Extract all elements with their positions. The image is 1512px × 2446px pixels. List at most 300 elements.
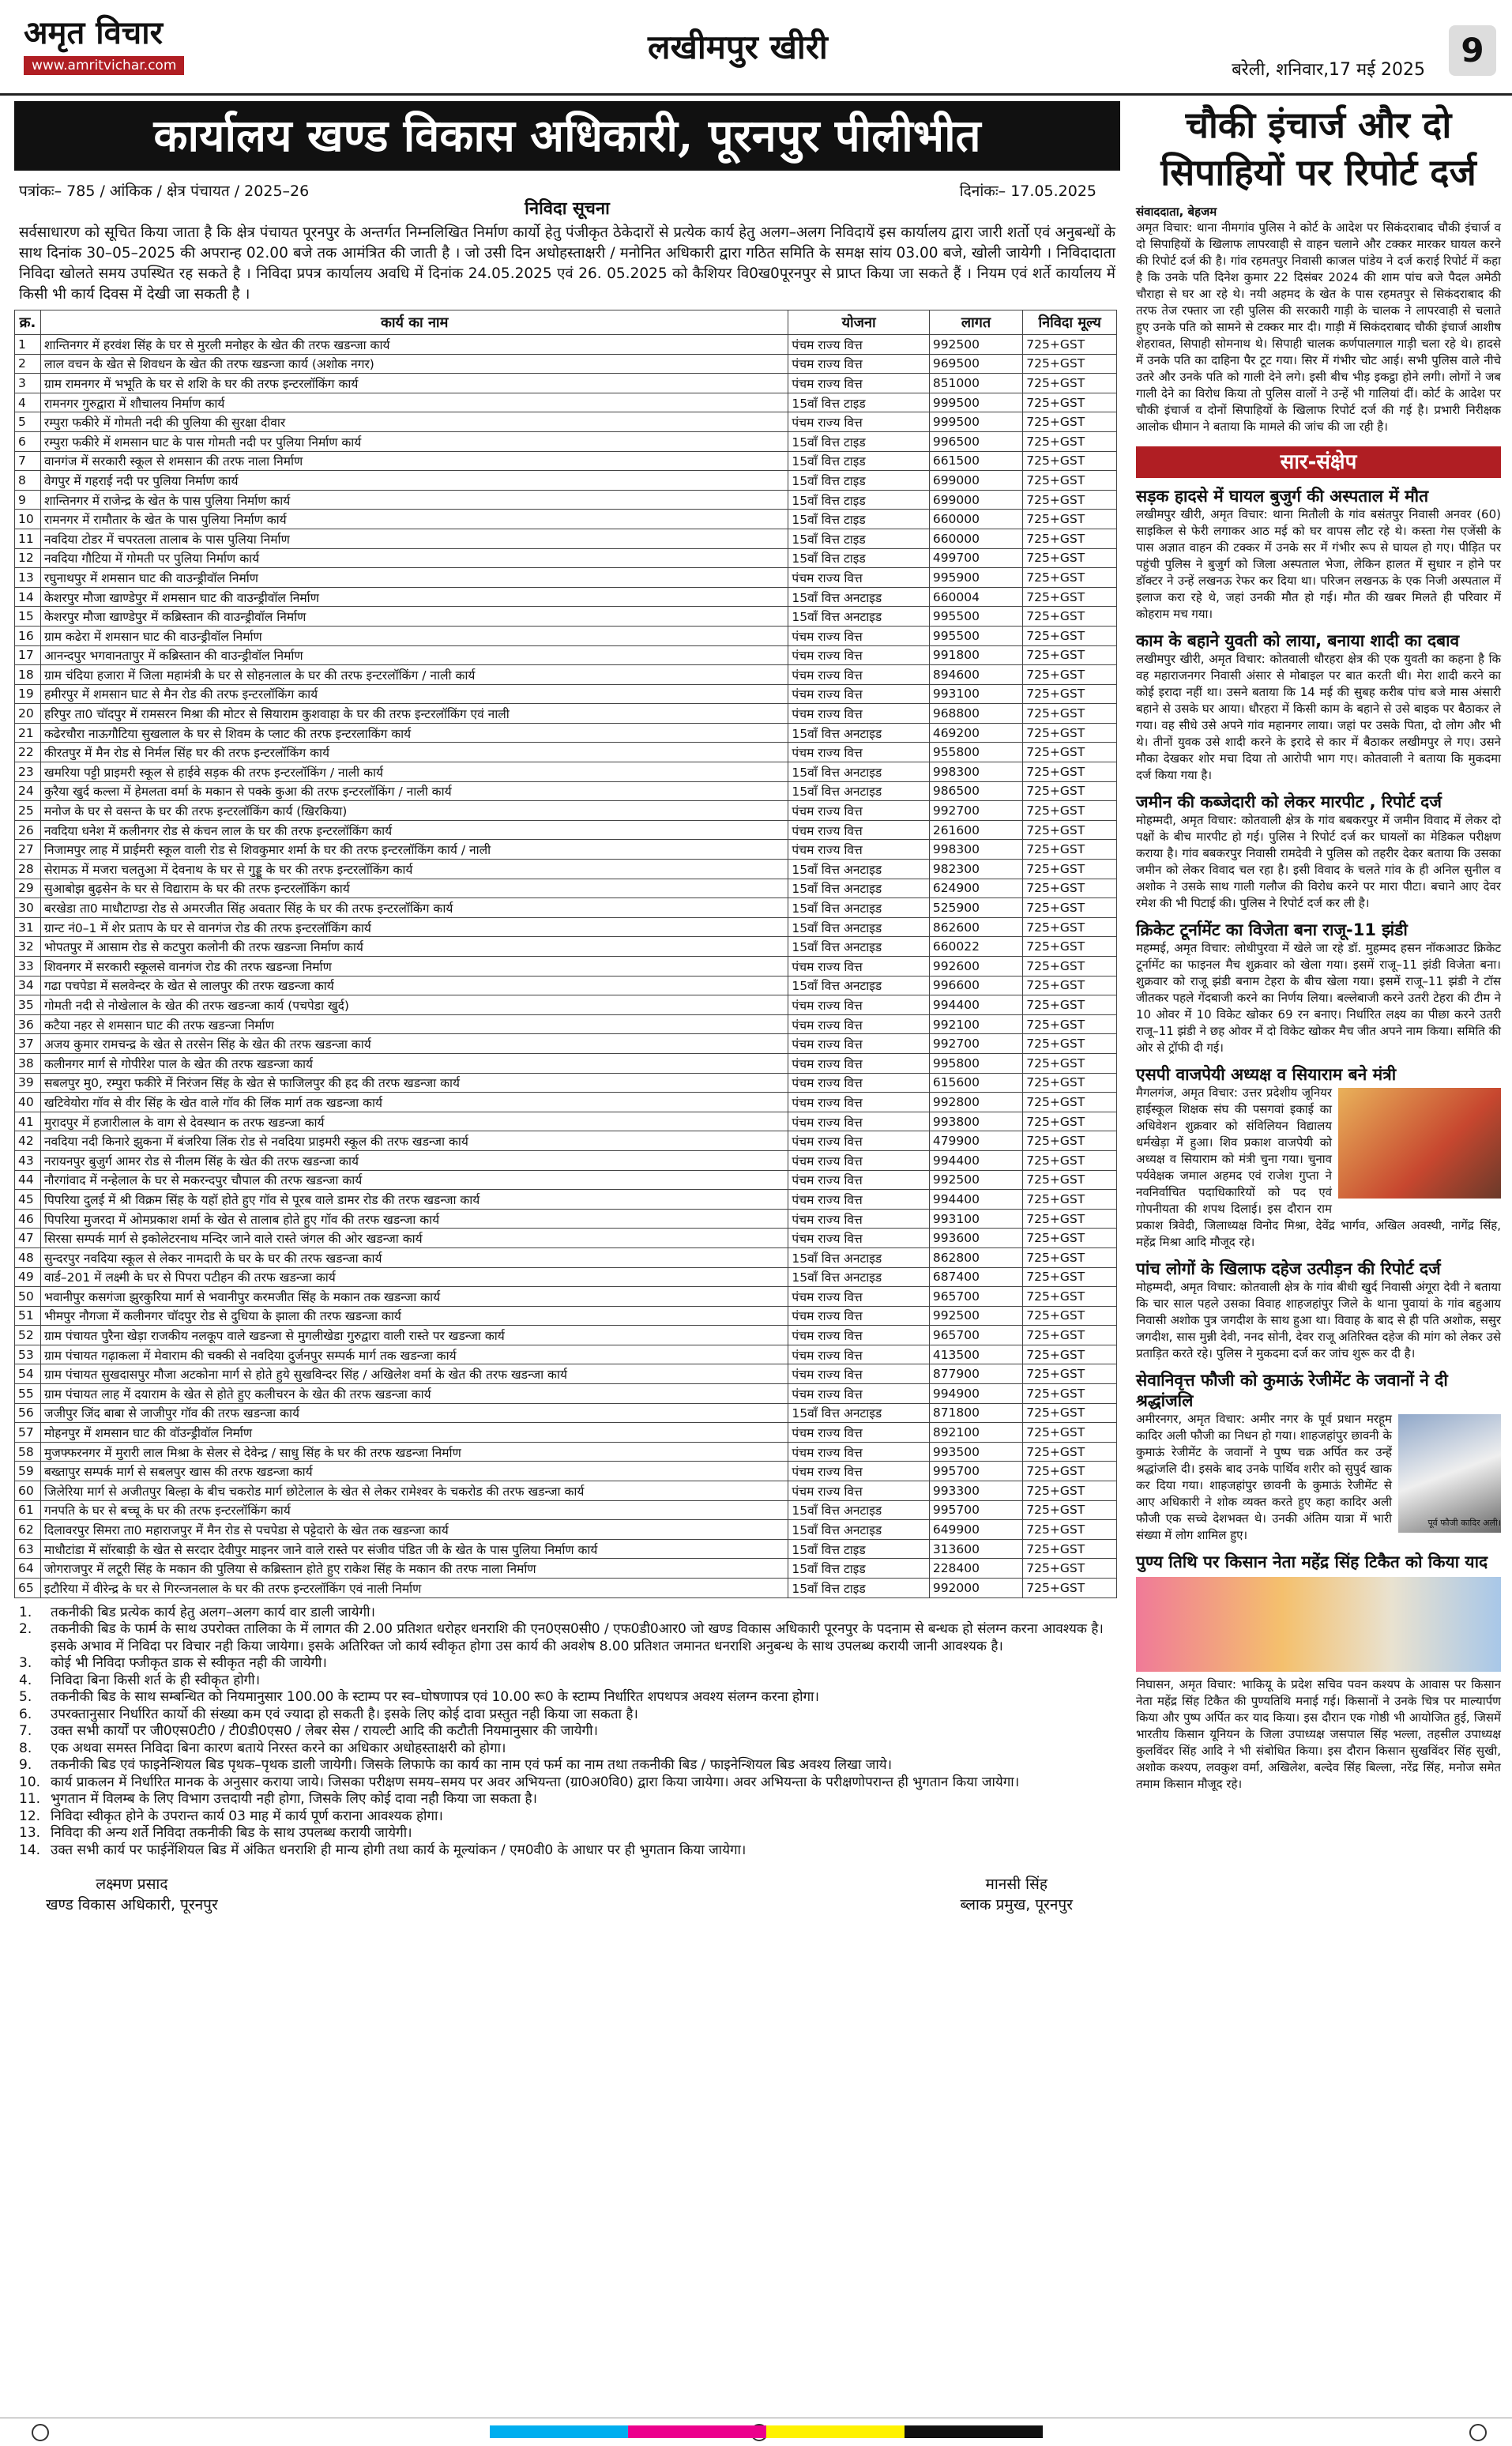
cost: 469200 (929, 723, 1022, 743)
terms-list (14, 1605, 1120, 1860)
row-number: 25 (15, 801, 41, 821)
scheme: पंचम राज्य वित्त (788, 1073, 929, 1093)
term-number: 5. (19, 1689, 32, 1706)
table-row (15, 471, 1117, 491)
row-number: 62 (15, 1520, 41, 1540)
tender-fee: 725+GST (1023, 1287, 1117, 1307)
cost: 479900 (929, 1131, 1022, 1151)
row-number: 56 (15, 1403, 41, 1423)
scheme: पंचम राज्य वित्त (788, 1131, 929, 1151)
table-row (15, 1442, 1117, 1462)
tender-fee: 725+GST (1023, 840, 1117, 860)
tender-fee: 725+GST (1023, 937, 1117, 957)
scheme: पंचम राज्य वित्त (788, 1345, 929, 1364)
row-number: 53 (15, 1345, 41, 1364)
row-number: 7 (15, 451, 41, 471)
cost: 992500 (929, 1306, 1022, 1326)
table-row (15, 684, 1117, 704)
table-row (15, 937, 1117, 957)
cost: 413500 (929, 1345, 1022, 1364)
row-number: 45 (15, 1190, 41, 1210)
cost: 999500 (929, 393, 1022, 412)
work-name: कलीनगर मार्ग से गोपीरेश पाल के खेत की तरफ खडन्जा कार्य (40, 1053, 788, 1073)
table-row (15, 1229, 1117, 1248)
cost: 995500 (929, 626, 1022, 645)
cost: 862800 (929, 1247, 1022, 1267)
scheme: पंचम राज्य वित्त (788, 568, 929, 588)
cost: 986500 (929, 781, 1022, 801)
tender-fee: 725+GST (1023, 1112, 1117, 1131)
cost: 525900 (929, 898, 1022, 918)
notice-ref-row (14, 177, 1120, 204)
work-name: नवदिया गौटिया में गोमती पर पुलिया निर्माण कार्य (40, 548, 788, 568)
tender-fee: 725+GST (1023, 529, 1117, 548)
work-name: पिपरिया मुजरदा में ओमप्रकाश शर्मा के खेत से तालाब होते हुए गॉव की तरफ खडन्जा कार्य (40, 1209, 788, 1229)
work-name: ग्राम रामनगर में भभूति के घर से शशि के घर की तरफ इन्टरलॉकिंग कार्य (40, 374, 788, 393)
work-name: माधौटांडा में सॉरबाड़ी के खेत से सरदार देवीपुर माइनर जाने वाले रास्ते पर संजीव पंडित जी के खेत के पास पुलिया निर्माण कार्य (40, 1539, 788, 1559)
scheme: पंचम राज्य वित्त (788, 1034, 929, 1054)
table-row (15, 529, 1117, 548)
work-name: भीमपुर नौगजा में कलीनगर चॉदपुर रोड से दुधिया के झाला की तरफ खडन्जा कार्य (40, 1306, 788, 1326)
tender-fee: 725+GST (1023, 1267, 1117, 1287)
row-number: 15 (15, 607, 41, 627)
table-row (15, 1462, 1117, 1481)
scheme: 15वॉं वित्त अनटाइड (788, 976, 929, 995)
row-number: 34 (15, 976, 41, 995)
row-number: 39 (15, 1073, 41, 1093)
work-name: वार्ड–201 में लक्ष्मी के घर से पिपरा पटीहन की तरफ खडन्जा कार्य (40, 1267, 788, 1287)
row-number: 52 (15, 1326, 41, 1345)
tender-fee: 725+GST (1023, 917, 1117, 937)
work-name: मुजफ्फरनगर में मुरारी लाल मिश्रा के सेलर से देवेन्द्र / साधु सिंह के घर की तरफ खडन्जा निर्माण (40, 1442, 788, 1462)
brief-article (1136, 486, 1501, 623)
cost: 699000 (929, 490, 1022, 510)
term-item (19, 1791, 1120, 1808)
brief-headline: क्रिकेट टूर्नामेंट का विजेता बना राजू-11 झंडी (1136, 920, 1408, 939)
scheme: 15वॉं वित्त अनटाइड (788, 587, 929, 607)
scheme: 15वॉं वित्त अनटाइड (788, 1403, 929, 1423)
scheme: पंचम राज्य वित्त (788, 1423, 929, 1443)
tender-fee: 725+GST (1023, 451, 1117, 471)
dateline: बरेली, शनिवार,17 मई 2025 (1232, 60, 1425, 80)
work-name: कटैया नहर से शमसान घाट की तरफ खडन्जा निर्माण (40, 1014, 788, 1034)
term-item (19, 1689, 1120, 1707)
term-text: कार्य प्राकलन में निर्धारित मानक के अनुसार कराया जाये। जिसका परीक्षण समय–समय पर अवर अभियन्ता (ग्रा0अ0वि0) द्वारा किया जायेगा। अवर अभियन्ता के परीक्षणोपरान्त ही भुगतान किया जायेगा। (51, 1774, 1020, 1790)
tender-fee: 725+GST (1023, 1229, 1117, 1248)
brief-article (1136, 1064, 1501, 1251)
cost: 992700 (929, 801, 1022, 821)
row-number: 4 (15, 393, 41, 412)
work-name: सिरसा सम्पर्क मार्ग से इकोलेटरनाथ मन्दिर जाने वाले रास्ते जंगल की ओर खडन्जा कार्य (40, 1229, 788, 1248)
cost: 624900 (929, 879, 1022, 898)
term-text: निविदा की अन्य शर्ते निविदा तकनीकी बिड के साथ उपलब्ध करायी जायेगी। (51, 1825, 412, 1842)
brief-headline: एसपी वाजपेयी अध्यक्ष व सियाराम बने मंत्री (1136, 1065, 1397, 1084)
row-number: 12 (15, 548, 41, 568)
scheme: पंचम राज्य वित्त (788, 374, 929, 393)
tender-fee: 725+GST (1023, 1131, 1117, 1151)
table-row (15, 1520, 1117, 1540)
section-header: सार-संक्षेप (1136, 446, 1501, 478)
scheme: पंचम राज्य वित्त (788, 1150, 929, 1170)
cost: 969500 (929, 354, 1022, 374)
cost: 992100 (929, 1014, 1022, 1034)
scheme: 15वॉं वित्त टाइड (788, 393, 929, 412)
cost: 982300 (929, 860, 1022, 879)
works-table (14, 310, 1117, 1598)
newspaper-logo (24, 9, 184, 75)
lead-headline: चौकी इंचार्ज और दो सिपाहियों पर रिपोर्ट दर्ज (1160, 103, 1476, 194)
term-item (19, 1842, 1120, 1860)
row-number: 46 (15, 1209, 41, 1229)
notice-subtitle: निविदा सूचना (525, 199, 610, 219)
work-name: सुन्दरपुर नवदिया स्कूल से लेकर नामदारी के घर के घर की तरफ खडन्जा कार्य (40, 1247, 788, 1267)
tender-fee: 725+GST (1023, 743, 1117, 762)
tender-fee: 725+GST (1023, 820, 1117, 840)
table-row (15, 801, 1117, 821)
scheme: पंचम राज्य वित्त (788, 995, 929, 1015)
cost: 877900 (929, 1364, 1022, 1384)
table-row (15, 781, 1117, 801)
brief-headline: पुण्य तिथि पर किसान नेता महेंद्र सिंह टिकैत को किया याद (1136, 1552, 1488, 1571)
page-number: 9 (1449, 25, 1496, 76)
scheme: 15वॉं वित्त टाइड (788, 510, 929, 529)
scheme: 15वॉं वित्त टाइड (788, 1579, 929, 1598)
scheme: पंचम राज्य वित्त (788, 626, 929, 645)
cost: 892100 (929, 1423, 1022, 1443)
tender-fee: 725+GST (1023, 762, 1117, 782)
tender-fee: 725+GST (1023, 898, 1117, 918)
term-text: उक्त सभी कार्यों पर जी0एस0टी0 / टी0डी0एस0 / लेबर सेस / रायल्टी आदि की कटौती नियमानुसार की जायेगी। (51, 1723, 598, 1740)
scheme: 15वॉं वित्त अनटाइड (788, 607, 929, 627)
term-number: 10. (19, 1774, 41, 1790)
masthead (0, 0, 1512, 96)
work-name: नौरगांवाद में नन्हेलाल के घर से मकरन्दपुर चौपाल की तरफ खडन्जा कार्य (40, 1170, 788, 1190)
term-number: 6. (19, 1706, 32, 1722)
term-item (19, 1808, 1120, 1826)
cost: 228400 (929, 1559, 1022, 1579)
tender-fee: 725+GST (1023, 471, 1117, 491)
term-item (19, 1655, 1120, 1673)
row-number: 3 (15, 374, 41, 393)
row-number: 64 (15, 1559, 41, 1579)
cost: 968800 (929, 704, 1022, 724)
brief-article (1136, 1370, 1501, 1544)
scheme: पंचम राज्य वित्त (788, 840, 929, 860)
signature-left (46, 1873, 218, 1914)
scheme: पंचम राज्य वित्त (788, 1170, 929, 1190)
brief-body: मोहम्मदी, अमृत विचार: कोतवाली क्षेत्र के गांव बबकरपुर में जमीन विवाद में लेकर दो पक्षों के बीच मारपीट हो गई। पुलिस ने रिपोर्ट दर्ज कर घायलों का मेडिकल परीक्षण कराया है। गांव बबकरपुर निवासी रामदेवी ने पुलिस को तहरीर देकर बताया कि उसका जमीन को लेकर विवाद चल रहा है। इसी विवाद के चलते गांव के ही अनिल सुनील व अशोक ने उसके साथ गाली गलौज की विरोध करने पर मारा पीटा। बचाने आए देवर रमेश की भी पिटाई की। पुलिस ने रिपोर्ट दर्ज कर ली है। (1136, 813, 1501, 910)
tender-fee: 725+GST (1023, 1423, 1117, 1443)
brief-body: मोहम्मदी, अमृत विचार: कोतवाली क्षेत्र के गांव बीधी खुर्द निवासी अंगूरा देवी ने बताया कि चार साल पहले उसका विवाह शाहजहांपुर जिले के थाना पुवायां के गांव बहुआय निवासी अशोक पुत्र जगदीश के साथ हुआ था। विवाह के बाद से ही पति अशोक, ससुर जगदीश, सास मुन्नी देवी, ननद सोनी, देवर राजू अतिरिक्त दहेज की मांग को लेकर उसे प्रताड़ित करते रहे। पुलिस ने मुकदमा दर्ज कर जांच शुरू कर दी है। (1136, 1280, 1501, 1360)
term-item (19, 1621, 1120, 1655)
brief-headline: काम के बहाने युवती को लाया, बनाया शादी का दबाव (1136, 631, 1460, 650)
work-name: शिवनगर में सरकारी स्कूलसे वानगंज रोड की तरफ खडन्जा निर्माण (40, 957, 788, 977)
row-number: 49 (15, 1267, 41, 1287)
term-number: 3. (19, 1655, 32, 1672)
table-row (15, 1287, 1117, 1307)
scheme: 15वॉं वित्त टाइड (788, 529, 929, 548)
row-number: 2 (15, 354, 41, 374)
row-number: 16 (15, 626, 41, 645)
tender-fee: 725+GST (1023, 1306, 1117, 1326)
brief-article (1136, 792, 1501, 912)
work-name: जजीपुर जिंद बाबा से जाजीपुर गॉव की तरफ खडन्जा कार्य (40, 1403, 788, 1423)
cost: 995700 (929, 1462, 1022, 1481)
row-number: 51 (15, 1306, 41, 1326)
brief-article (1136, 630, 1501, 784)
scheme: 15वॉं वित्त टाइड (788, 548, 929, 568)
work-name: रम्पुरा फकीरे में शमसान घाट के पास गोमती नदी पर पुलिया निर्माण कार्य (40, 431, 788, 451)
scheme: पंचम राज्य वित्त (788, 820, 929, 840)
tender-fee: 725+GST (1023, 587, 1117, 607)
row-number: 30 (15, 898, 41, 918)
table-row (15, 1500, 1117, 1520)
table-row (15, 898, 1117, 918)
cost: 993600 (929, 1229, 1022, 1248)
row-number: 20 (15, 704, 41, 724)
row-number: 35 (15, 995, 41, 1015)
table-row (15, 1112, 1117, 1131)
tender-fee: 725+GST (1023, 1500, 1117, 1520)
work-name: केशरपुर मौजा खाण्डेपुर में शमसान घाट की वाउन्ड्रीवॉल निर्माण (40, 587, 788, 607)
scheme: पंचम राज्य वित्त (788, 1462, 929, 1481)
work-name: केशरपुर मौजा खाण्डेपुर में कब्रिस्तान की वाउन्ड्रीवॉल निर्माण (40, 607, 788, 627)
term-number: 1. (19, 1604, 32, 1620)
cost: 996500 (929, 431, 1022, 451)
scheme: पंचम राज्य वित्त (788, 1384, 929, 1404)
work-name: ग्राम चंदिया हजारा में जिला महामंत्री के घर से सोहनलाल के घर की तरफ इन्टरलॉकिंग / नाली कार्य (40, 665, 788, 685)
table-row (15, 645, 1117, 665)
scheme: 15वॉं वित्त अनटाइड (788, 879, 929, 898)
term-item (19, 1825, 1120, 1842)
work-name: निजामपुर लाह में प्राईमरी स्कूल वाली रोड से शिवकुमार शर्मा के घर की तरफ इन्टरलॉकिंग कार्य / नाली (40, 840, 788, 860)
scheme: 15वॉं वित्त टाइड (788, 471, 929, 491)
notice-intro: सर्वसाधारण को सूचित किया जाता है कि क्षेत्र पंचायत पूरनपुर के अन्तर्गत निम्नलिखित निर्माण कार्यो हेतु पंजीकृत ठेकेदारों से प्रत्येक कार्य हेतु अलग–अलग निविदायें इस कार्यालय द्वारा जारी शर्तो एवं अनुबन्धों के साथ दिनांक 30–05–2025 की अपरान्ह 02.00 बजे तक आमंत्रित की जाती है । जो उसी दिन अधोहस्ताक्षरी / मनोनित अधिकारी द्वारा गठित समिति के समक्ष सांय 03.00 बजे, खोली जायेगी । निविदादाता निविदा खोलते समय उपस्थित रह सकते है । निविदा प्रपत्र कार्यालय अवधि में दिनांक 24.05.2025 एवं 26. 05.2025 को कैशियर वि0ख0पूरनपुर से प्राप्त किया जा सकते हैं । नियम एवं शर्ते कार्यालय में किसी भी कार्य दिवस में देखी जा सकती है । (19, 224, 1115, 303)
term-text: तकनीकी बिड प्रत्येक कार्य हेतु अलग–अलग कार्य वार डाली जायेगी। (51, 1604, 375, 1620)
table-row (15, 568, 1117, 588)
briefs-list (1136, 486, 1501, 1793)
news-column (1136, 101, 1501, 1793)
row-number: 6 (15, 431, 41, 451)
scheme: पंचम राज्य वित्त (788, 1287, 929, 1307)
tender-fee: 725+GST (1023, 1034, 1117, 1054)
table-row (15, 917, 1117, 937)
row-number: 26 (15, 820, 41, 840)
table-row (15, 1034, 1117, 1054)
row-number: 44 (15, 1170, 41, 1190)
scheme: 15वॉं वित्त अनटाइड (788, 1500, 929, 1520)
term-text: एक अथवा समस्त निविदा बिना कारण बताये निरस्त करने का अधिकार अधोहस्ताक्षरी को होगा। (51, 1740, 506, 1756)
work-name: शान्तिनगर में राजेन्द्र के खेत के पास पुलिया निर्माण कार्य (40, 490, 788, 510)
term-number: 13. (19, 1825, 41, 1842)
table-row (15, 587, 1117, 607)
scheme: पंचम राज्य वित्त (788, 1364, 929, 1384)
row-number: 9 (15, 490, 41, 510)
tender-fee: 725+GST (1023, 1403, 1117, 1423)
scheme: 15वॉं वित्त अनटाइड (788, 860, 929, 879)
work-name: जिलेरिया मार्ग से अजीतपुर बिल्हा के बीच चकरोड मार्ग छोटेलाल के खेत से लेकर रामेश्वर के चकरोड की तरफ खडन्जा कार्य (40, 1481, 788, 1501)
tender-fee: 725+GST (1023, 412, 1117, 432)
cost: 991800 (929, 645, 1022, 665)
scheme: पंचम राज्य वित्त (788, 1481, 929, 1501)
brief-article (1136, 1259, 1501, 1362)
work-name: बख्तापुर सम्पर्क मार्ग से सबलपुर खास की तरफ खडन्जा कार्य (40, 1462, 788, 1481)
tender-fee: 725+GST (1023, 1364, 1117, 1384)
signer-left-name: लक्ष्मण प्रसाद (96, 1876, 168, 1894)
term-number: 11. (19, 1791, 41, 1808)
work-name: रामनगर में रामौतार के खेत के पास पुलिया निर्माण कार्य (40, 510, 788, 529)
term-number: 8. (19, 1740, 32, 1756)
term-text: निविदा बिना किसी शर्त के ही स्वीकृत होगी। (51, 1672, 261, 1688)
cost: 992500 (929, 335, 1022, 355)
row-number: 55 (15, 1384, 41, 1404)
scheme: पंचम राज्य वित्त (788, 1442, 929, 1462)
scheme: पंचम राज्य वित्त (788, 684, 929, 704)
logo-url: www.amritvichar.com (24, 56, 184, 75)
cost: 995500 (929, 607, 1022, 627)
term-item (19, 1723, 1120, 1740)
table-row (15, 1150, 1117, 1170)
scheme: पंचम राज्य वित्त (788, 645, 929, 665)
cost: 660000 (929, 529, 1022, 548)
cost: 994400 (929, 1150, 1022, 1170)
scheme: 15वॉं वित्त अनटाइड (788, 723, 929, 743)
work-name: ग्रान्ट नं0–1 में शेर प्रताप के घर से वानगंज रोड की तरफ इन्टरलॉकिंग कार्य (40, 917, 788, 937)
brief-body: महम्मई, अमृत विचार: लोधीपुरवा में खेले जा रहे डॉ. मुहम्मद हसन नॉकआउट क्रिकेट टूर्नामेंट का फाइनल मैच शुक्रवार को खेला गया। इसमें राजू–11 झंडी विजेता बना। शुक्रवार को राजू झंडी बनाम टेहरा के बीच खेला गया। इसमें राजू–11 झंडी ने टॉस जीतकर पहले गेंदबाजी करने का निर्णय लिया। बल्लेबाजी करने उतरी टेहरा की टीम ने 10 ओवर में 10 विकेट खोकर 69 रन बनाए। निर्धारित लक्ष्य का पीछा करने उतरी राजू–11 झंडी ने छह ओवर में दो विकेट खोकर मैच जीत अपने नाम किया। समिति की ओर से ट्रॉफी दी गई। (1136, 941, 1501, 1055)
tender-fee: 725+GST (1023, 879, 1117, 898)
work-name: गढा पचपेडा में सलवेन्दर के खेत से लालपुर की तरफ खडन्जा कार्य (40, 976, 788, 995)
tender-fee: 725+GST (1023, 860, 1117, 879)
row-number: 37 (15, 1034, 41, 1054)
tender-fee: 725+GST (1023, 684, 1117, 704)
cost: 996600 (929, 976, 1022, 995)
scheme: पंचम राज्य वित्त (788, 957, 929, 977)
table-header-cell: कार्य का नाम (40, 310, 788, 335)
scheme: पंचम राज्य वित्त (788, 1229, 929, 1248)
row-number: 59 (15, 1462, 41, 1481)
table-row (15, 1014, 1117, 1034)
tender-notice (14, 101, 1120, 2392)
work-name: पिपरिया दुलई में श्री विक्रम सिंह के यहॉ होते हुए गॉव से पूरब वाले डामर रोड की तरफ खडन्जा कार्य (40, 1190, 788, 1210)
scheme: 15वॉं वित्त अनटाइड (788, 937, 929, 957)
row-number: 21 (15, 723, 41, 743)
work-name: कढेरचौरा नाऊगौटिया सुखलाल के घर से शिवम के प्लाट की तरफ इन्टरलाकिंग कार्य (40, 723, 788, 743)
table-header-cell: निविदा मूल्य (1023, 310, 1117, 335)
row-number: 63 (15, 1539, 41, 1559)
row-number: 54 (15, 1364, 41, 1384)
table-row (15, 762, 1117, 782)
row-number: 11 (15, 529, 41, 548)
work-name: नवदिया नदी किनारे झुकना में बंजरिया लिंक रोड से नवदिया प्राइमरी स्कूल की तरफ खडन्जा कार्य (40, 1131, 788, 1151)
row-number: 40 (15, 1093, 41, 1112)
table-row (15, 1267, 1117, 1287)
work-name: दिलावरपुर सिमरा ता0 महाराजपुर में मैन रोड से पचपेडा से पट्टेदारो के खेत तक खडन्जा कार्य (40, 1520, 788, 1540)
table-row (15, 1559, 1117, 1579)
table-row (15, 335, 1117, 355)
table-row (15, 957, 1117, 977)
work-name: रम्पुरा फकीरे में गोमती नदी की पुलिया की सुरक्षा दीवार (40, 412, 788, 432)
row-number: 60 (15, 1481, 41, 1501)
tender-fee: 725+GST (1023, 1093, 1117, 1112)
cost: 994400 (929, 995, 1022, 1015)
term-text: तकनीकी बिड के फार्म के साथ उपरोक्त तालिका के में लागत की 2.00 प्रतिशत धरोहर धनराशि की एन0एस0सी0 / एफ0डी0आर0 जो खण्ड विकास अधिकारी पूरनपुर के पदनाम से बन्धक हो संलग्न करना आवश्यक है। इसके अभाव में निविदा पर विचार नही किया जायेगा। इसके अतिरिक्त जो कार्य स्वीकृत होगा उस कार्य की अवशेष 8.00 प्रतिशत जमानत धनराशि अनुबन्ध के साथ उपलब्ध करायी जानी आवश्यक है। (51, 1621, 1104, 1654)
work-name: लाल वचन के खेत से शिवधन के खेत की तरफ खडन्जा कार्य (अशोक नगर) (40, 354, 788, 374)
portrait-photo (1398, 1414, 1501, 1533)
scheme: 15वॉं वित्त अनटाइड (788, 917, 929, 937)
row-number: 10 (15, 510, 41, 529)
table-row (15, 490, 1117, 510)
row-number: 28 (15, 860, 41, 879)
row-number: 1 (15, 335, 41, 355)
row-number: 29 (15, 879, 41, 898)
row-number: 23 (15, 762, 41, 782)
cost: 992800 (929, 1093, 1022, 1112)
term-text: कोई भी निविदा फ्जीकृत डाक से स्वीकृत नही की जायेगी। (51, 1655, 327, 1672)
cost: 955800 (929, 743, 1022, 762)
table-row (15, 1579, 1117, 1598)
tender-fee: 725+GST (1023, 1539, 1117, 1559)
table-body (15, 335, 1117, 1598)
scheme: पंचम राज्य वित्त (788, 743, 929, 762)
scheme: पंचम राज्य वित्त (788, 1306, 929, 1326)
tender-fee: 725+GST (1023, 1170, 1117, 1190)
tender-fee: 725+GST (1023, 995, 1117, 1015)
term-number: 9. (19, 1757, 32, 1774)
scheme: पंचम राज्य वित्त (788, 1209, 929, 1229)
brief-article (1136, 920, 1501, 1056)
work-name: ग्राम पंचायत पुरैना खेड़ा राजकीय नलकूप वाले खडन्जा से मुगलीखेडा गुरुद्वारा वाली रास्ते पर खडन्जा कार्य (40, 1326, 788, 1345)
work-name: अजय कुमार रामचन्द्र के खेत से तरसेन सिंह के खेत की तरफ खडन्जा कार्य (40, 1034, 788, 1054)
cost: 995900 (929, 568, 1022, 588)
tender-fee: 725+GST (1023, 1247, 1117, 1267)
cost: 993100 (929, 1209, 1022, 1229)
cost: 615600 (929, 1073, 1022, 1093)
scheme: 15वॉं वित्त टाइड (788, 1539, 929, 1559)
table-row (15, 510, 1117, 529)
table-row (15, 860, 1117, 879)
row-number: 48 (15, 1247, 41, 1267)
cost: 871800 (929, 1403, 1022, 1423)
brief-body: लखीमपुर खीरी, अमृत विचार: कोतवाली धौरहरा क्षेत्र की एक युवती का कहना है कि वह महाराजनगर निवासी अंसार से मोबाइल पर बात करती थी। मेरा शादी करने का कोई इरादा नहीं था। उसने बताया कि 14 मई की सुबह करीब पांच बजे मास अंसारी बहाने से उसके घर आया। धौरहरा में किसी काम के बहाने से उसे बाइक पर बैठाकर ले गया। वह सीधे उसे अपने गांव महानगर लाया। जहां पर उसके पिता, दो लोग और भी थे। तीनों युवक उसे शादी करने के इरादे से कार में बैठाकर लखीमपुर ले गए। उसने मौका देखकर शोर मचा दिया तो आरोपी भाग गए। कोतवाली ने बताया कि मुकदमा दर्ज किया गया है। (1136, 652, 1501, 782)
term-text: उक्त सभी कार्य पर फाईनेंशियल बिड में अंकित धनराशि ही मान्य होगी तथा कार्य के मूल्यांकन / एम0वी0 के आधार पर ही भुगतान किया जायेगा। (51, 1842, 747, 1858)
brief-body: लखीमपुर खीरी, अमृत विचार: थाना मितौली के गांव बसंतपुर निवासी अनवर (60) साइकिल से फेरी लगाकर आठ मई को घर वापस लौट रहे थे। कस्ता गेस एजेंसी के पास अज्ञात वाहन की टक्कर में उनके सर में गंभीर रूप से घायल हो गए। पीड़ित पर पहुंची पुलिस ने बुजुर्ग को जिला अस्पताल भेजा, लेकिन हालत में सुधार न होने पर डॉक्टर ने उन्हें लखनऊ रेफर कर दिया था। परिजन लखनऊ के एक निजी अस्पताल में इलाज करा रहे थे, जहां उनकी मौत हो गई। मौत की खबर मिलते ही परिवार में कोहराम मच गया। (1136, 507, 1501, 621)
scheme: 15वॉं वित्त अनटाइड (788, 898, 929, 918)
work-name: ग्राम कढेरा में शमसान घाट की वाउन्ड्रीवॉल निर्माण (40, 626, 788, 645)
work-name: गोमती नदी से नोखेलाल के खेत की तरफ खडन्जा कार्य (पचपेडा खुर्द) (40, 995, 788, 1015)
table-row (15, 548, 1117, 568)
table-row (15, 1093, 1117, 1112)
table-row (15, 723, 1117, 743)
table-row (15, 1345, 1117, 1364)
tender-fee: 725+GST (1023, 1520, 1117, 1540)
row-number: 43 (15, 1150, 41, 1170)
cost: 998300 (929, 840, 1022, 860)
table-row (15, 820, 1117, 840)
cost: 965700 (929, 1287, 1022, 1307)
table-row (15, 607, 1117, 627)
brief-body: मैगलगंज, अमृत विचार: उत्तर प्रदेशीय जूनियर हाईस्कूल शिक्षक संघ की पसगवां इकाई का अधिवेशन शुक्रवार को संविलियन विद्यालय धर्मखेड़ा में हुआ। शिव प्रकाश वाजपेयी को अध्यक्ष व सियाराम को मंत्री चुना गया। चुनाव पर्यवेक्षक जमाल अहमद एवं राजेश गुप्ता ने नवनिर्वाचित पदाधिकारियों को पद एवं गोपनीयता की शपथ दिलाई। इस दौरान राम प्रकाश त्रिवेदी, जिलाध्यक्ष विनोद मिश्रा, देवेंद्र भार्गव, अखिल अवस्थी, नागेंद्र सिंह, महेंद्र मिश्रा आदि मौजूद रहे। (1136, 1086, 1501, 1249)
scheme: 15वॉं वित्त अनटाइड (788, 1247, 929, 1267)
scheme: पंचम राज्य वित्त (788, 1190, 929, 1210)
cost: 313600 (929, 1539, 1022, 1559)
row-number: 8 (15, 471, 41, 491)
tender-fee: 725+GST (1023, 957, 1117, 977)
cost: 661500 (929, 451, 1022, 471)
tender-fee: 725+GST (1023, 354, 1117, 374)
row-number: 5 (15, 412, 41, 432)
cost: 699000 (929, 471, 1022, 491)
work-name: ग्राम पंचायत गढ़ाकला में मेवाराम की चक्की से नवदिया दुर्जनपुर सम्पर्क मार्ग तक खडन्जा कार्य (40, 1345, 788, 1364)
